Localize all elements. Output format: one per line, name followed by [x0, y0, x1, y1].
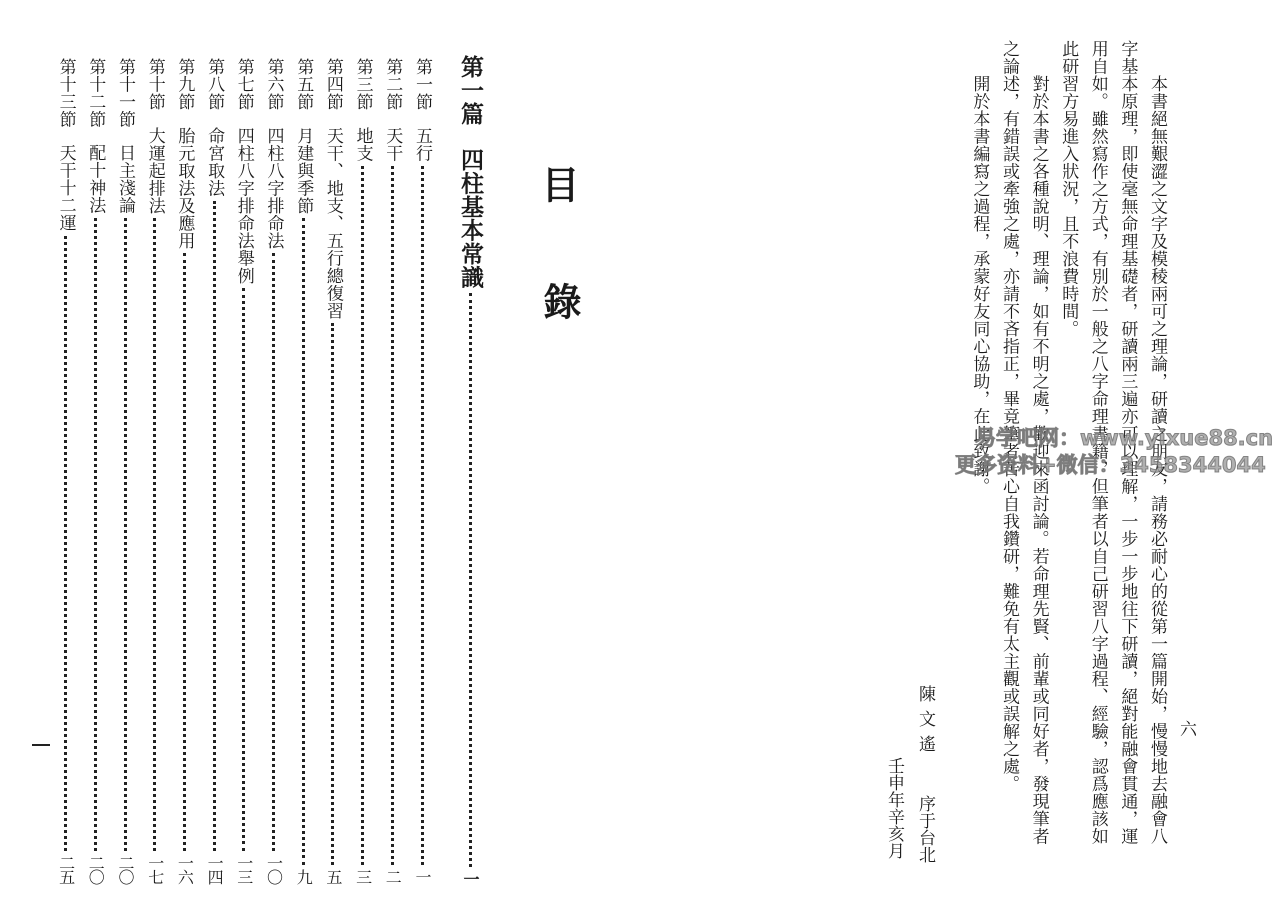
- section-title: 月建與季節: [293, 126, 314, 214]
- dot-leader: [213, 201, 216, 852]
- section-page-number: 一三: [234, 855, 254, 883]
- right-page-number: 六: [1176, 720, 1196, 737]
- toc-section-entry[interactable]: [233, 58, 255, 883]
- section-label: 第二節: [382, 58, 403, 111]
- preface-column: 對於本書之各種說明、理論，如有不明之處，歡迎來函討論。若命理先賢、前輩或同好者，發現筆者: [1028, 40, 1049, 845]
- section-page-number: 一六: [175, 855, 195, 883]
- toc-section-entry[interactable]: [84, 58, 106, 883]
- section-label: 第七節: [233, 58, 254, 111]
- section-label: 第九節: [174, 58, 195, 111]
- left-page-number: [32, 744, 50, 746]
- preface-column: 之論述，有錯誤或牽強之處，亦請不吝指正，畢竟筆者苦心自我鑽研，難免有太主觀或誤解之處。: [999, 40, 1019, 793]
- preface-column: 字基本原理，即使毫無命理基礎者，研讀兩三遍亦可以理解，一步一步地往下研讀，絕對能融會貫通，運: [1117, 40, 1138, 845]
- preface-column: 開於本書編寫之過程，承蒙好友同心協助，在此致謝。: [969, 40, 990, 495]
- section-label: 第五節: [293, 58, 314, 111]
- toc-part-entry[interactable]: [456, 55, 484, 885]
- section-title: 天干十二運: [55, 144, 76, 232]
- toc-section-entry[interactable]: [381, 58, 403, 883]
- section-label: 第八節: [204, 58, 225, 111]
- section-title: 大運起排法: [144, 126, 165, 214]
- section-title: 地支: [352, 126, 373, 162]
- section-page-number: 五: [323, 869, 343, 883]
- part-page-number: 一: [461, 871, 480, 885]
- preface-column: 用自如。雖然寫作之方式，有別於一般之八字命理書籍，但筆者以自己研習八字過程、經驗，認爲應該如: [1087, 40, 1108, 845]
- dot-leader: [361, 166, 364, 866]
- preface-date: 壬申年辛亥月: [884, 757, 904, 859]
- section-page-number: 一〇: [264, 855, 284, 883]
- dot-leader: [153, 218, 156, 851]
- dot-leader: [183, 253, 186, 851]
- toc-section-entry[interactable]: [144, 58, 166, 883]
- section-label: 第十二節: [85, 58, 106, 128]
- dot-leader: [124, 218, 127, 851]
- section-page-number: 九: [294, 869, 314, 883]
- watermark-line-1: 易学吧网：www.yixue88.cn: [975, 426, 1273, 450]
- dot-leader: [94, 218, 97, 851]
- toc-section-entry[interactable]: [203, 58, 225, 883]
- section-title: 四柱八字排命法: [263, 126, 284, 249]
- dot-leader: [272, 253, 275, 851]
- section-title: 五行: [412, 126, 432, 162]
- part-title: 四柱基本常識: [457, 147, 483, 289]
- dot-leader: [469, 293, 472, 868]
- section-title: 胎元取法及應用: [174, 126, 195, 249]
- author-name: 陳文遙: [915, 685, 935, 760]
- section-label: 第六節: [263, 58, 284, 111]
- dot-leader: [302, 218, 305, 865]
- section-label: 第十三節: [55, 58, 76, 128]
- section-page-number: 二五: [56, 855, 76, 883]
- section-title: 天干: [382, 126, 403, 162]
- section-title: 天干、地支、五行總復習: [322, 126, 343, 319]
- toc-section-entry[interactable]: [263, 58, 285, 883]
- section-page-number: 一七: [145, 855, 165, 883]
- section-label: 第十一節: [115, 58, 135, 128]
- preface-place: 序于台北: [915, 795, 935, 863]
- section-page-number: 一: [413, 869, 432, 883]
- section-page-number: 一四: [205, 855, 225, 883]
- dot-leader: [64, 236, 67, 852]
- toc-section-entry[interactable]: [55, 58, 77, 883]
- toc-section-entry[interactable]: [292, 58, 314, 883]
- toc-title-char-2: 錄: [537, 282, 581, 320]
- dot-leader: [421, 166, 424, 866]
- section-page-number: 二: [383, 869, 403, 883]
- preface-column: 本書絕無艱澀之文字及模稜兩可之理論，研讀之朋友，請務必耐心的從第一篇開始，慢慢地去融會八: [1147, 40, 1167, 845]
- section-label: 第四節: [322, 58, 343, 111]
- toc-section-entry[interactable]: [114, 58, 136, 883]
- toc-section-entry[interactable]: [411, 58, 433, 883]
- part-label: 第一篇: [457, 55, 483, 126]
- dot-leader: [391, 166, 394, 866]
- section-title: 日主淺論: [115, 144, 135, 214]
- preface-column: 此研習方易進入狀況，且不浪費時間。: [1058, 40, 1079, 338]
- section-title: 四柱八字排命法舉例: [233, 126, 254, 284]
- section-page-number: 三: [353, 869, 373, 883]
- dot-leader: [242, 288, 245, 851]
- toc-section-entry[interactable]: [173, 58, 195, 883]
- section-page-number: 二〇: [86, 855, 106, 883]
- toc-section-entry[interactable]: [322, 58, 344, 883]
- dot-leader: [331, 323, 334, 865]
- section-label: 第十節: [144, 58, 165, 111]
- toc-title-char-1: 目: [535, 165, 579, 203]
- section-label: 第三節: [352, 58, 373, 111]
- section-title: 配十神法: [85, 144, 106, 214]
- section-label: 第一節: [412, 58, 432, 111]
- section-page-number: 二〇: [116, 855, 135, 883]
- section-title: 命宮取法: [204, 126, 225, 197]
- watermark-line-2: 更多资料+微信：3458344044: [955, 453, 1266, 477]
- toc-section-entry[interactable]: [352, 58, 374, 883]
